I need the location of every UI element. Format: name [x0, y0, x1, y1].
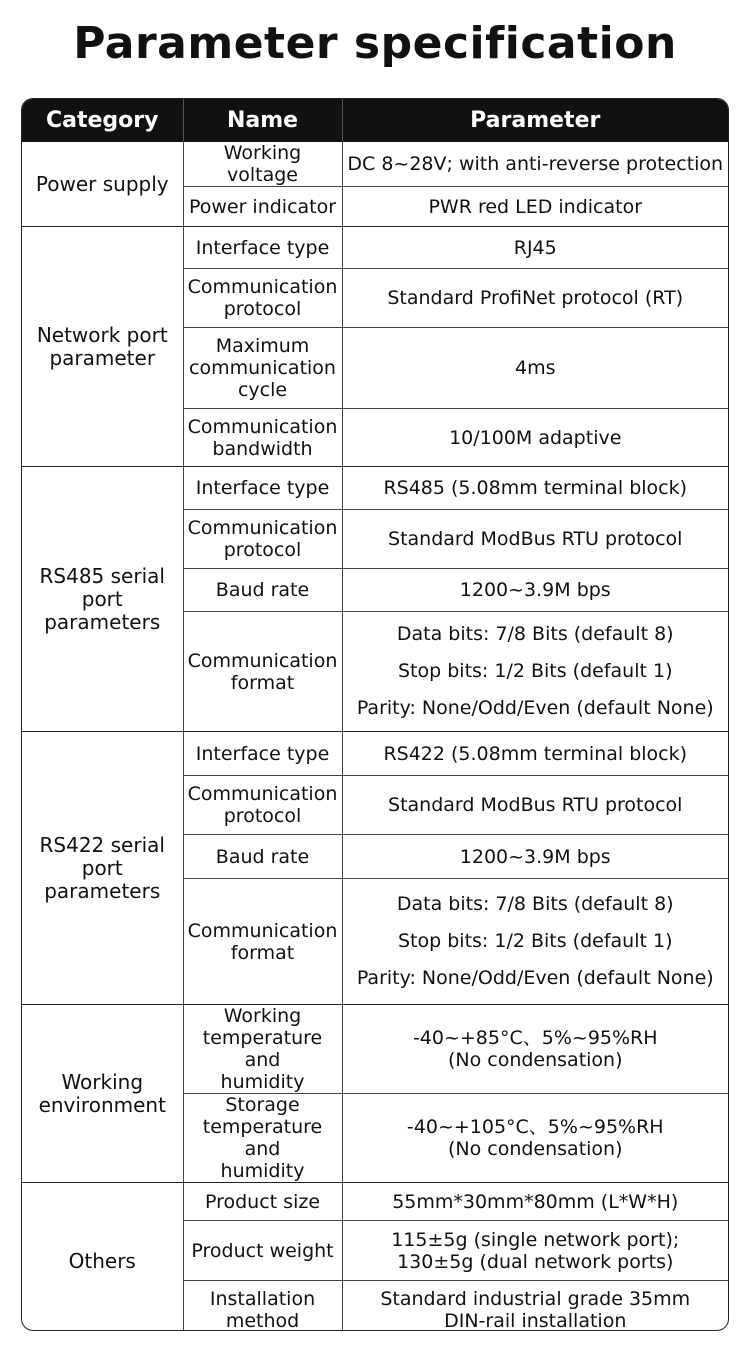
table-row: [22, 227, 728, 269]
param-name: Communication protocol: [183, 776, 342, 835]
param-name: Power indicator: [183, 187, 342, 227]
param-value: Standard ModBus RTU protocol: [342, 776, 728, 835]
category-rs485: RS485 serial port parameters: [22, 467, 183, 732]
param-value: PWR red LED indicator: [342, 187, 728, 227]
param-name: Interface type: [183, 227, 342, 269]
param-value: 1200~3.9M bps: [342, 835, 728, 879]
param-name: Communication format: [183, 612, 342, 732]
param-name: Interface type: [183, 732, 342, 776]
param-value: 115±5g (single network port); 130±5g (dual network ports): [342, 1221, 728, 1281]
header-row: [22, 99, 728, 142]
param-name: Product size: [183, 1183, 342, 1221]
param-name: Storage temperature and humidity: [183, 1094, 342, 1183]
spec-table: [21, 98, 729, 1331]
param-name: Working temperature and humidity: [183, 1005, 342, 1094]
param-name: Interface type: [183, 467, 342, 510]
param-value: -40~+105°C、5%~95%RH (No condensation): [342, 1094, 728, 1183]
param-value: Standard ModBus RTU protocol: [342, 510, 728, 569]
param-name: Communication protocol: [183, 510, 342, 569]
param-name: Baud rate: [183, 835, 342, 879]
param-value: RS485 (5.08mm terminal block): [342, 467, 728, 510]
param-name: Communication format: [183, 879, 342, 1005]
category-others: Others: [22, 1183, 183, 1332]
param-name: Installation method: [183, 1281, 342, 1332]
header-name: Name: [183, 99, 342, 142]
category-rs422: RS422 serial port parameters: [22, 732, 183, 1005]
param-name: Maximum communication cycle: [183, 328, 342, 409]
param-value: Standard ProfiNet protocol (RT): [342, 269, 728, 328]
param-value: DC 8~28V; with anti-reverse protection: [342, 142, 728, 187]
param-value: 4ms: [342, 328, 728, 409]
table-row: [22, 732, 728, 776]
category-power-supply: Power supply: [22, 142, 183, 227]
param-name: Communication bandwidth: [183, 409, 342, 467]
page-title: Parameter specification: [73, 18, 677, 69]
param-value: RJ45: [342, 227, 728, 269]
table-row: [22, 467, 728, 510]
header-parameter: Parameter: [342, 99, 728, 142]
param-value: Data bits: 7/8 Bits (default 8) Stop bits: 1/2 Bits (default 1) Parity: None/Odd/Even (default None): [342, 879, 728, 1005]
param-value: Standard industrial grade 35mm DIN-rail installation: [380, 1288, 691, 1331]
param-value: 10/100M adaptive: [342, 409, 728, 467]
param-name: Baud rate: [183, 569, 342, 612]
param-value: -40~+85°C、5%~95%RH (No condensation): [342, 1005, 728, 1094]
param-name: Communication protocol: [183, 269, 342, 328]
table-row: [22, 142, 728, 187]
param-value: 1200~3.9M bps: [342, 569, 728, 612]
category-working-environment: Working environment: [22, 1005, 183, 1183]
param-value: 55mm*30mm*80mm (L*W*H): [342, 1183, 728, 1221]
param-name: Product weight: [183, 1221, 342, 1281]
param-name: Working voltage: [183, 142, 342, 187]
header-category: Category: [22, 99, 183, 142]
table-row: [22, 1005, 728, 1094]
param-value: Data bits: 7/8 Bits (default 8) Stop bits: 1/2 Bits (default 1) Parity: None/Odd/Even (default None): [342, 612, 728, 732]
category-network-port: Network port parameter: [22, 227, 183, 467]
param-value: RS422 (5.08mm terminal block): [342, 732, 728, 776]
table-row: [22, 1183, 728, 1221]
